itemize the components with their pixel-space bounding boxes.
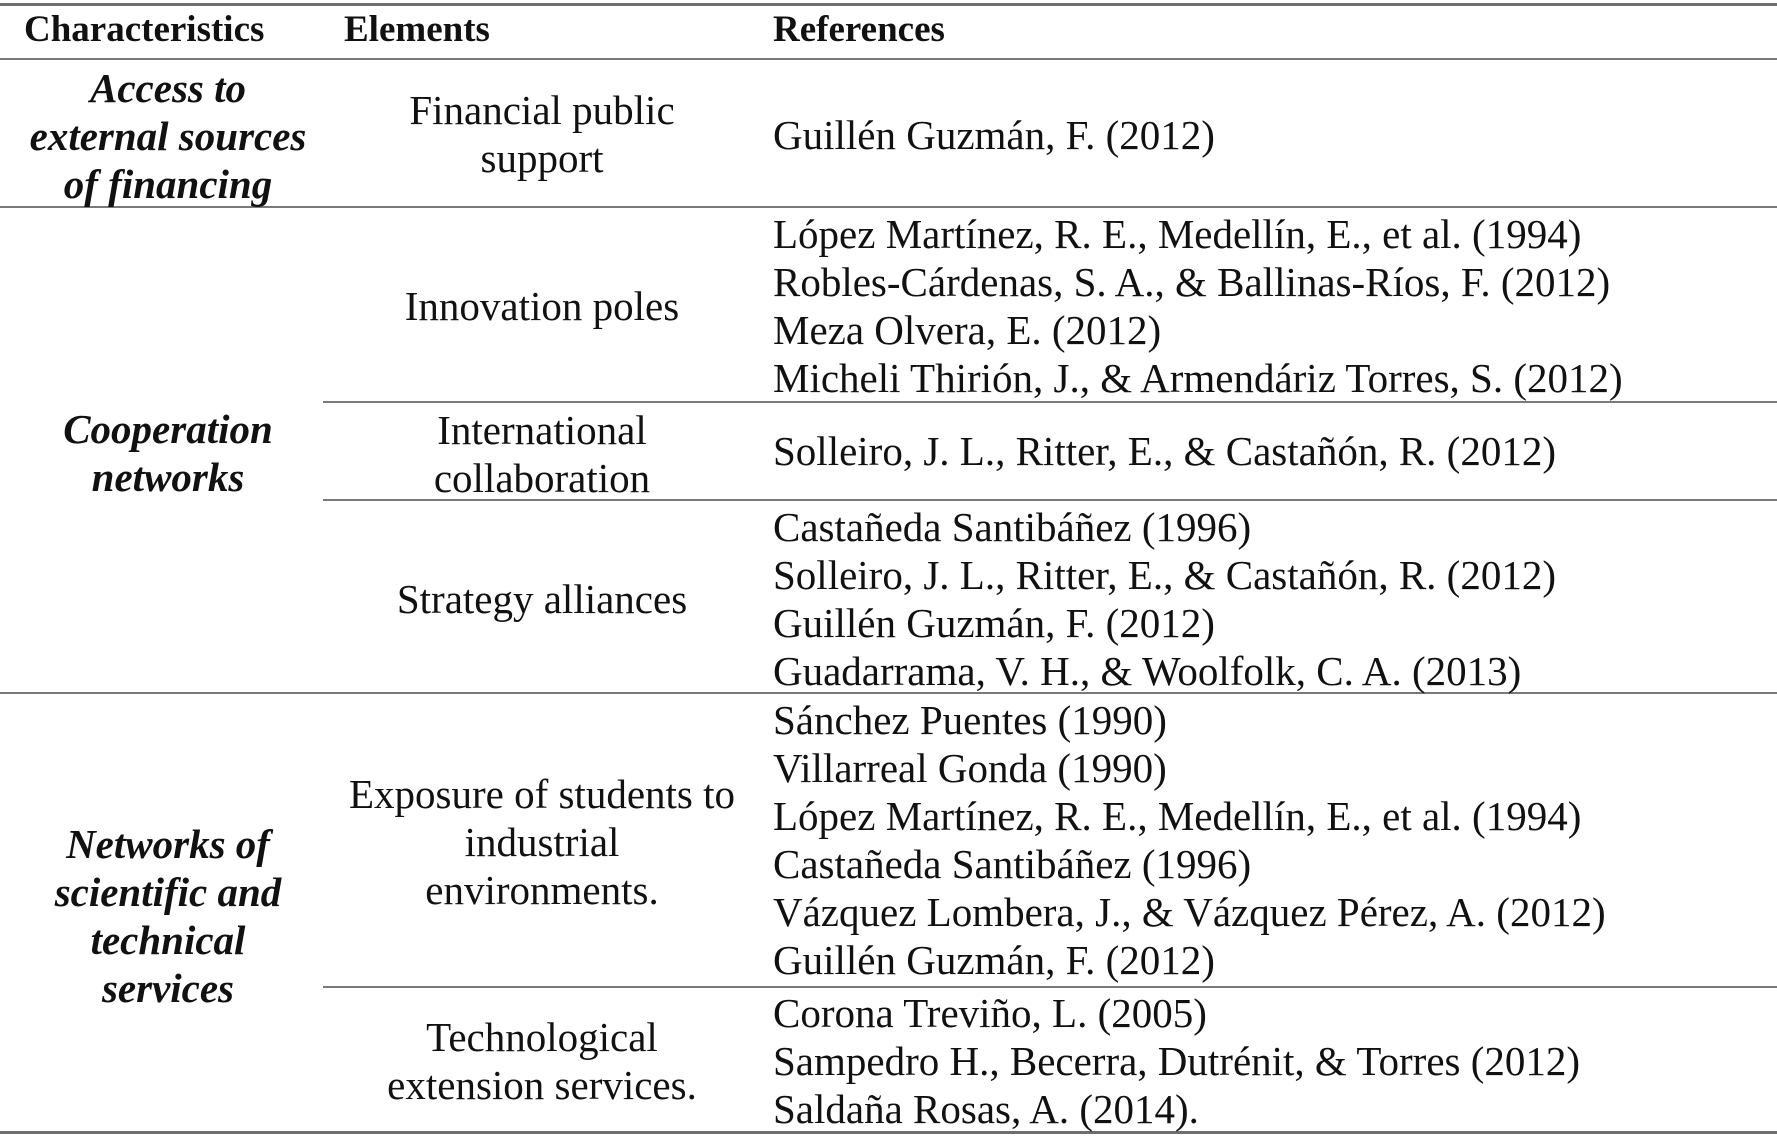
element-financial-public-support: Financial public support [409, 87, 675, 181]
reference-item: Meza Olvera, E. (2012) [773, 307, 1162, 353]
reference-item: Micheli Thirión, J., & Armendáriz Torres, S. (2012) [773, 355, 1623, 401]
references-financial-public-support [773, 111, 1215, 159]
reference-item: Guillén Guzmán, F. (2012) [773, 600, 1215, 646]
reference-item: López Martínez, R. E., Medellín, E., et al. (1994) [773, 793, 1582, 839]
references-technological-extension-services [773, 989, 1580, 1133]
element-student-exposure-industrial: Exposure of students to industrial environments. [348, 771, 736, 913]
references-innovation-poles [773, 210, 1623, 402]
reference-item: Guadarrama, V. H., & Woolfolk, C. A. (2013) [773, 648, 1522, 694]
reference-item: Castañeda Santibáñez (1996) [773, 841, 1252, 887]
characteristic-cooperation-networks: Cooperation networks [63, 406, 273, 500]
characteristic-scientific-technical-services: Networks of scientific and technical services [54, 821, 282, 1011]
reference-item: Sampedro H., Becerra, Dutrénit, & Torres (2012) [773, 1038, 1581, 1084]
references-strategy-alliances [773, 503, 1556, 695]
reference-item: Villarreal Gonda (1990) [773, 745, 1167, 791]
element-international-collaboration: International collaboration [433, 407, 651, 501]
reference-item: Robles-Cárdenas, S. A., & Ballinas-Ríos, F. (2012) [773, 259, 1611, 305]
header-references: References [773, 9, 945, 50]
element-strategy-alliances: Strategy alliances [396, 576, 688, 622]
header-elements: Elements [344, 9, 490, 50]
subsection-divider-3 [323, 986, 1777, 988]
reference-item: Guillén Guzmán, F. (2012) [773, 937, 1215, 983]
reference-item: Guillén Guzmán, F. (2012) [773, 112, 1215, 158]
characteristic-access-financing: Access to external sources of financing [29, 65, 307, 207]
reference-item: López Martínez, R. E., Medellín, E., et al. (1994) [773, 211, 1582, 257]
header-characteristics: Characteristics [24, 9, 265, 50]
element-technological-extension-services: Technological extension services. [387, 1014, 697, 1108]
header-bottom-rule [0, 58, 1777, 60]
table-top-rule [0, 3, 1777, 6]
reference-item: Castañeda Santibáñez (1996) [773, 504, 1252, 550]
reference-item: Solleiro, J. L., Ritter, E., & Castañón, R. (2012) [773, 552, 1556, 598]
element-innovation-poles: Innovation poles [404, 283, 680, 329]
reference-item: Solleiro, J. L., Ritter, E., & Castañón, R. (2012) [773, 428, 1556, 474]
references-student-exposure-industrial [773, 696, 1606, 984]
reference-item: Corona Treviño, L. (2005) [773, 990, 1207, 1036]
reference-item: Vázquez Lombera, J., & Vázquez Pérez, A. (2012) [773, 889, 1606, 935]
references-international-collaboration [773, 427, 1556, 475]
reference-item: Saldaña Rosas, A. (2014). [773, 1086, 1199, 1132]
reference-item: Sánchez Puentes (1990) [773, 697, 1167, 743]
